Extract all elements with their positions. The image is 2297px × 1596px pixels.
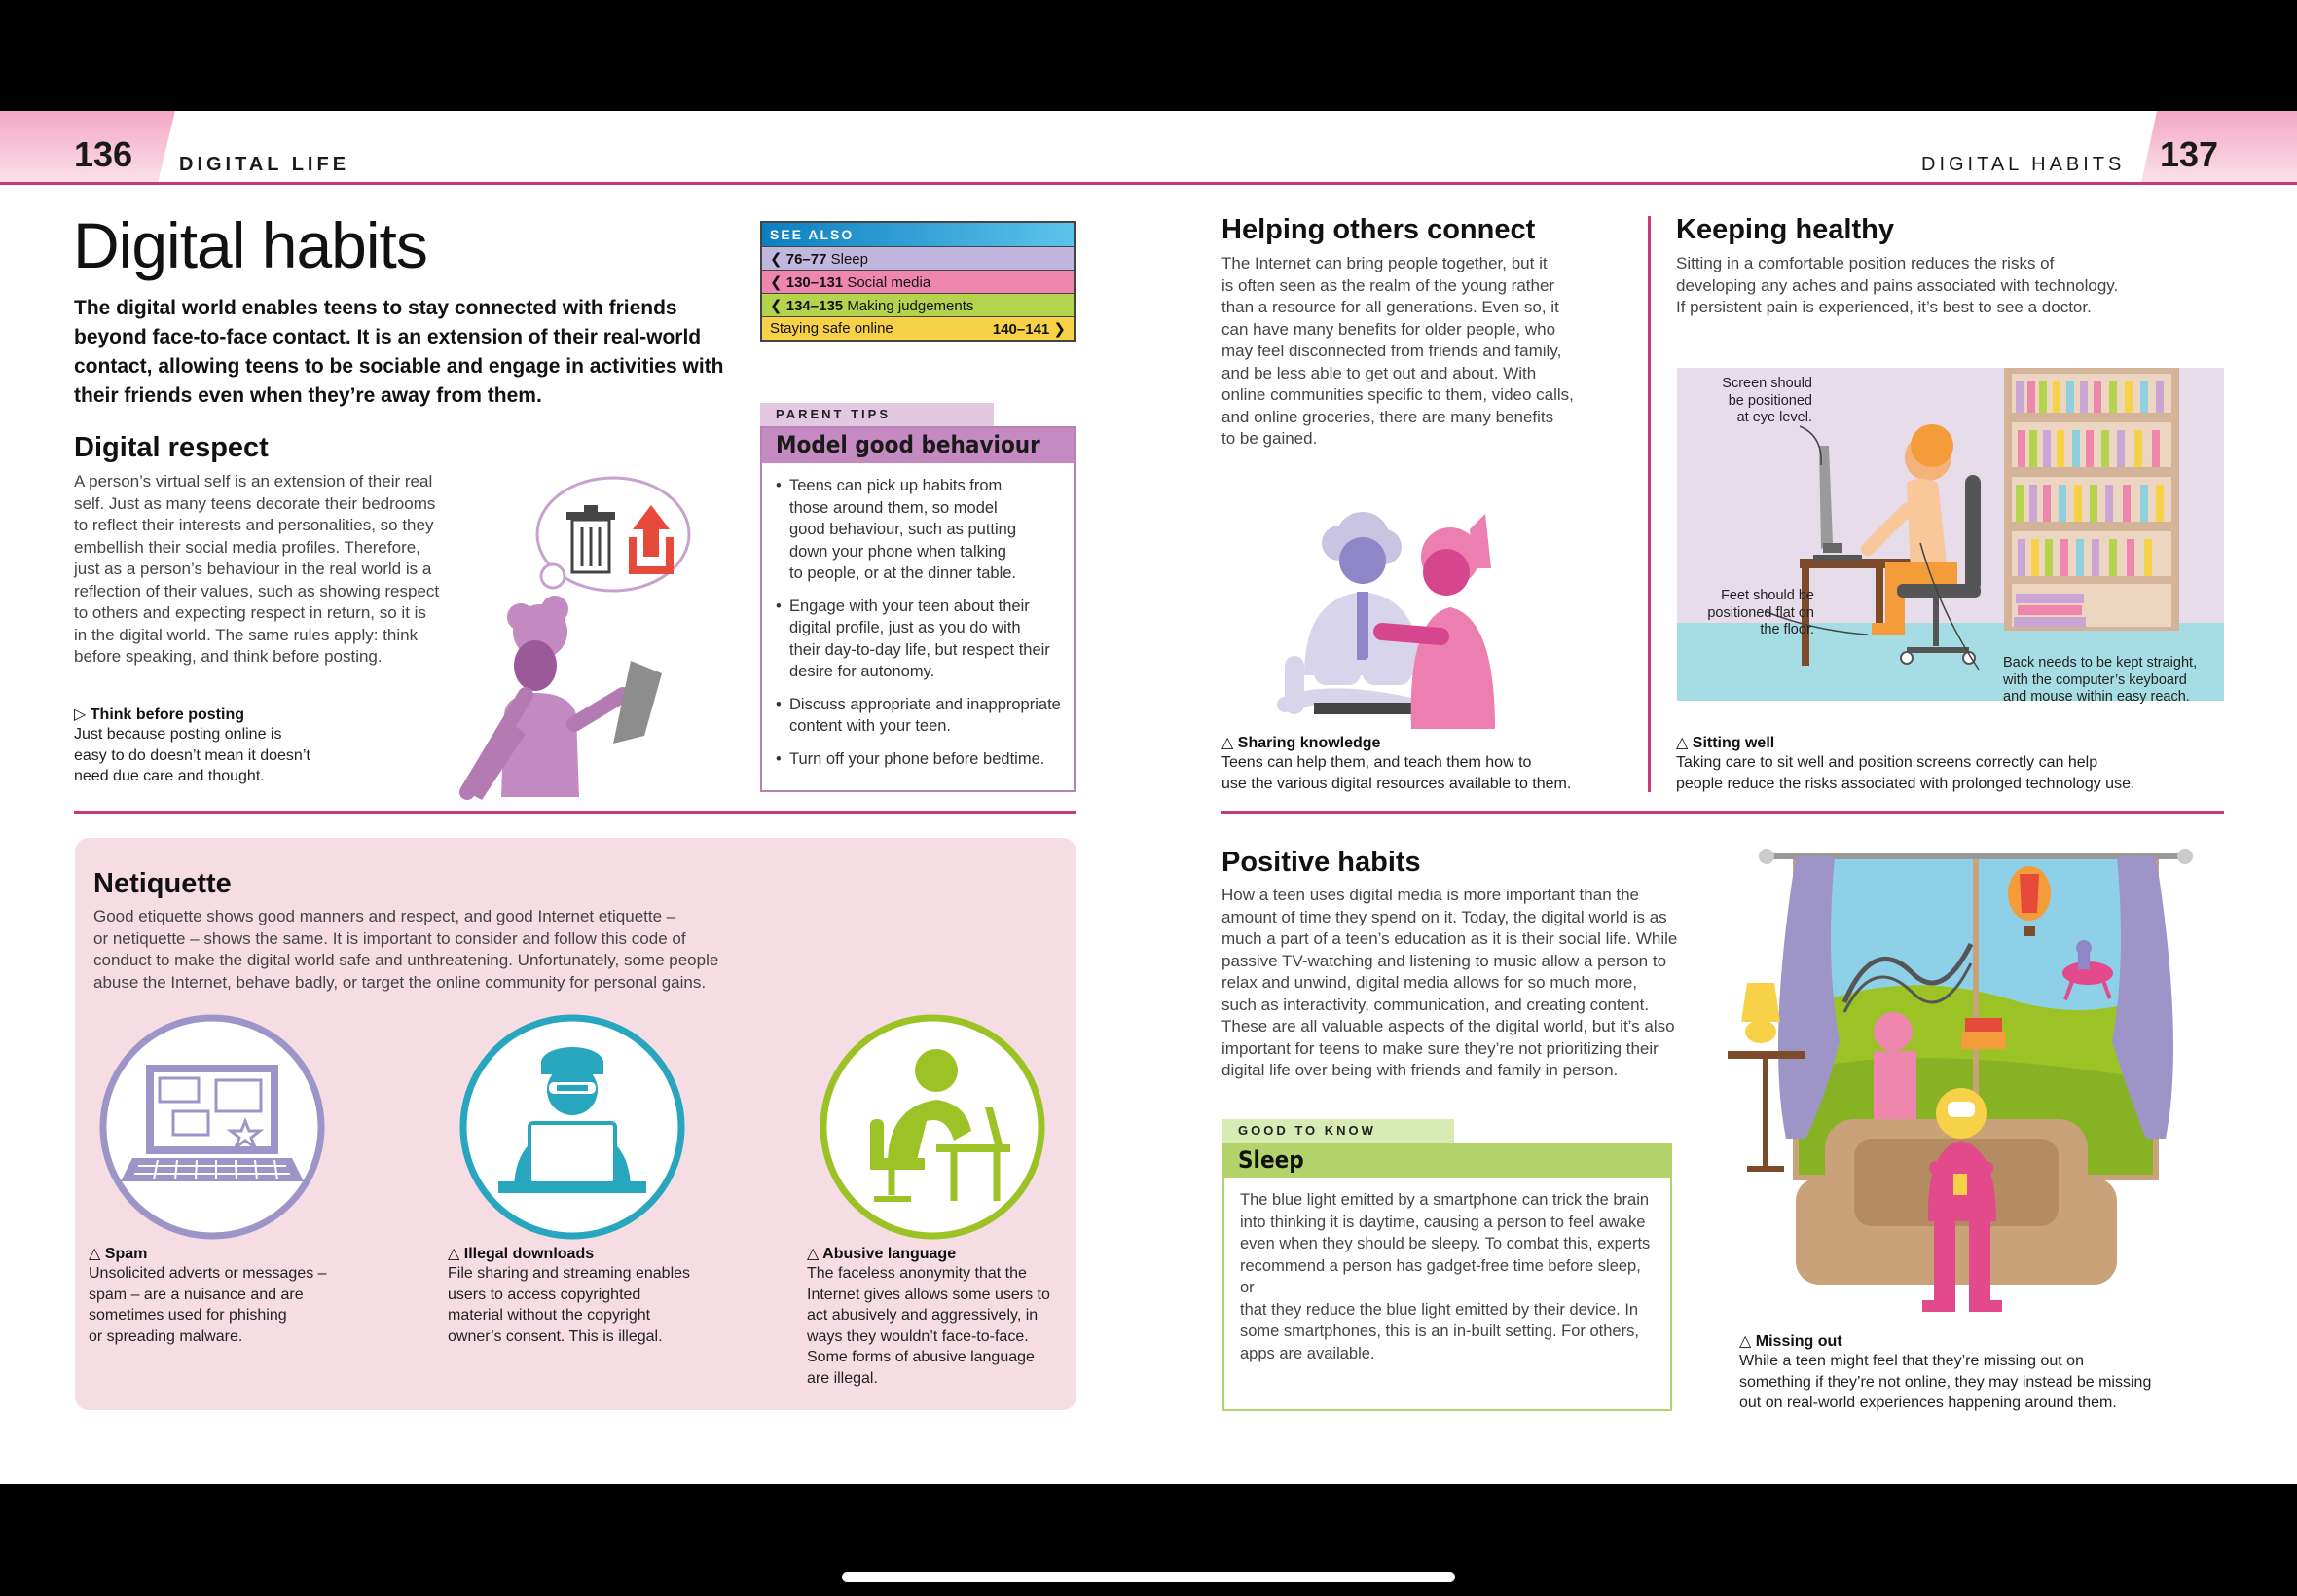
parent-tips-box [760, 426, 1076, 792]
tip-item: • Discuss appropriate and inappropriate content with your teen. [776, 694, 1064, 738]
think-before-posting-caption: ▷ Think before posting Just because posting online is easy to do doesn’t mean it doesn’t need due care and thought. [74, 707, 310, 784]
home-indicator[interactable] [842, 1572, 1455, 1582]
tip-item: • Teens can pick up habits from those around them, so model good behaviour, such as putting down your phone when talking to people, or at the dinner table. [776, 475, 1064, 585]
feet-position-label: Feet should be positioned flat on the floor. [1707, 588, 1814, 637]
book-spread [0, 111, 2297, 1484]
intro-paragraph: The digital world enables teens to stay connected with friends beyond face-to-face contact. It is an extension of their real-world contact, allowing teens to be sociable and engage in activities with their friends even when they’re away from them. [74, 297, 724, 407]
see-also-header: SEE ALSO [762, 223, 1074, 246]
good-to-know-box [1222, 1143, 1672, 1411]
left-section-rule [74, 811, 1076, 814]
tip-item: • Engage with your teen about their digital profile, just as you do with their day-to-day life, but respect their desire for autonomy. [776, 596, 1064, 683]
illegal-downloads-caption: △ Illegal downloads File sharing and streaming enables users to access copyrighted material without the copyright owner’s consent. This is illegal. [448, 1246, 691, 1345]
spam-caption: △ Spam Unsolicited adverts or messages – spam – are a nuisance and are sometimes used for phishing or spreading malware. [89, 1246, 327, 1345]
keeping-healthy-text: Sitting in a comfortable position reduces the risks of developing any aches and pains associated with technology. If persistent pain is experienced, it’s best to see a doctor. [1676, 254, 2119, 316]
right-column-divider [1648, 216, 1651, 792]
positive-habits-text: How a teen uses digital media is more important than the amount of time they spend on it. Today, the digital world is as much a part of a teen’s education as it is their social life. While passive TV-watching and listening to music allow a person to relax and unwind, digital media allows for so much more, such as interactivity, communication, and creating content. These are all valuable aspects of the digital world, but it’s also important for teens to make sure they’re not prioritizing their digital life over being with friends and family in person. [1221, 886, 1678, 1079]
screen-position-label: Screen should be positioned at eye level. [1722, 376, 1812, 425]
teen-thinking-illustration [457, 461, 711, 807]
back-position-label: Back needs to be kept straight, with the computer’s keyboard and mouse within easy reach. [2003, 655, 2198, 705]
keeping-healthy-heading: Keeping healthy [1676, 214, 1894, 245]
parent-tips-tab: PARENT TIPS [760, 403, 994, 426]
parent-tips-heading: Model good behaviour [762, 428, 1074, 463]
angry-user-icon [820, 1014, 1045, 1240]
header-rule [0, 182, 2297, 185]
older-person [1285, 512, 1431, 714]
right-section-rule [1221, 811, 2224, 814]
good-to-know-heading: Sleep [1224, 1144, 1670, 1178]
positive-habits-heading: Positive habits [1221, 847, 1421, 878]
abusive-language-caption: △ Abusive language The faceless anonymity that the Internet gives allows some users to act abusively and aggressively, in ways they wouldn’t face-to-face. Some forms of abusive language are illegal. [807, 1246, 1050, 1387]
sitting-well-caption: △ Sitting well Taking care to sit well and position screens correctly can help people reduce the risks associated with prolonged technology use. [1676, 735, 2135, 792]
sharing-knowledge-caption: △ Sharing knowledge Teens can help them, and teach them how to use the various digital resources available to them. [1221, 735, 1572, 792]
trash-icon [566, 505, 615, 572]
missing-out-caption: △ Missing out While a teen might feel that they’re missing out on something if they’re not online, they may instead be missing out on real-world experiences happening around them. [1739, 1333, 2152, 1411]
see-also-link-staying-safe[interactable]: Staying safe online 140–141 ❯ [762, 316, 1074, 340]
left-running-head: DIGITAL LIFE [179, 154, 350, 175]
see-also-link-sleep[interactable]: ❮ 76–77 Sleep [762, 246, 1074, 270]
missing-out-illustration [1728, 847, 2214, 1324]
teen-figure [467, 596, 662, 800]
see-also-box [760, 221, 1076, 342]
digital-respect-heading: Digital respect [74, 432, 269, 463]
bookshelf [2004, 368, 2179, 631]
netiquette-heading: Netiquette [93, 868, 232, 899]
spam-laptop-icon [99, 1014, 325, 1240]
left-page-number: 136 [74, 134, 133, 174]
digital-respect-text: A person’s virtual self is an extension of their real self. Just as many teens decorate their bedrooms to reflect their interests and personalities, so they embellish their social media profiles. Therefore, just as a person’s behaviour in the real world is a reflection of their values, such as showing respect to others and expecting respect in return, so it is in the digital world. The same rules apply: think before speaking, and think before posting. [74, 472, 440, 666]
good-to-know-tab: GOOD TO KNOW [1222, 1119, 1454, 1143]
see-also-link-making-judgements[interactable]: ❮ 134–135 Making judgements [762, 293, 1074, 316]
right-running-head: DIGITAL HABITS [1921, 154, 2126, 175]
hacker-laptop-icon [459, 1014, 685, 1240]
good-to-know-text: The blue light emitted by a smartphone can trick the brain into thinking it is daytime, causing a person to feel awake even when they should be sleepy. To combat this, experts recommend a person has gadget-free time before sleep, or that they reduce the blue light emitted by their device. In some smartphones, this is an in-built setting. For others, apps are available. [1240, 1191, 1651, 1362]
helping-others-text: The Internet can bring people together, but it is often seen as the realm of the young rather than a resource for all generations. Even so, it can have many benefits for older people, who may feel disconnected from friends and family, and be less able to get out and about. With online communities specific to them, video calls, and online groceries, there are many benefits to be gained. [1221, 254, 1574, 448]
page-title: Digital habits [73, 209, 427, 281]
netiquette-text: Good etiquette shows good manners and respect, and good Internet etiquette – or netiquette – shows the same. It is important to consider and follow this code of conduct to make the digital world safe and unthreatening. Unfortunately, some people abuse the Internet, behave badly, or target the online community for personal gains. [93, 907, 719, 992]
right-page-number: 137 [2160, 134, 2219, 174]
see-also-link-social-media[interactable]: ❮ 130–131 Social media [762, 270, 1074, 293]
tip-item: • Turn off your phone before bedtime. [776, 748, 1064, 771]
helping-others-heading: Helping others connect [1221, 214, 1536, 245]
